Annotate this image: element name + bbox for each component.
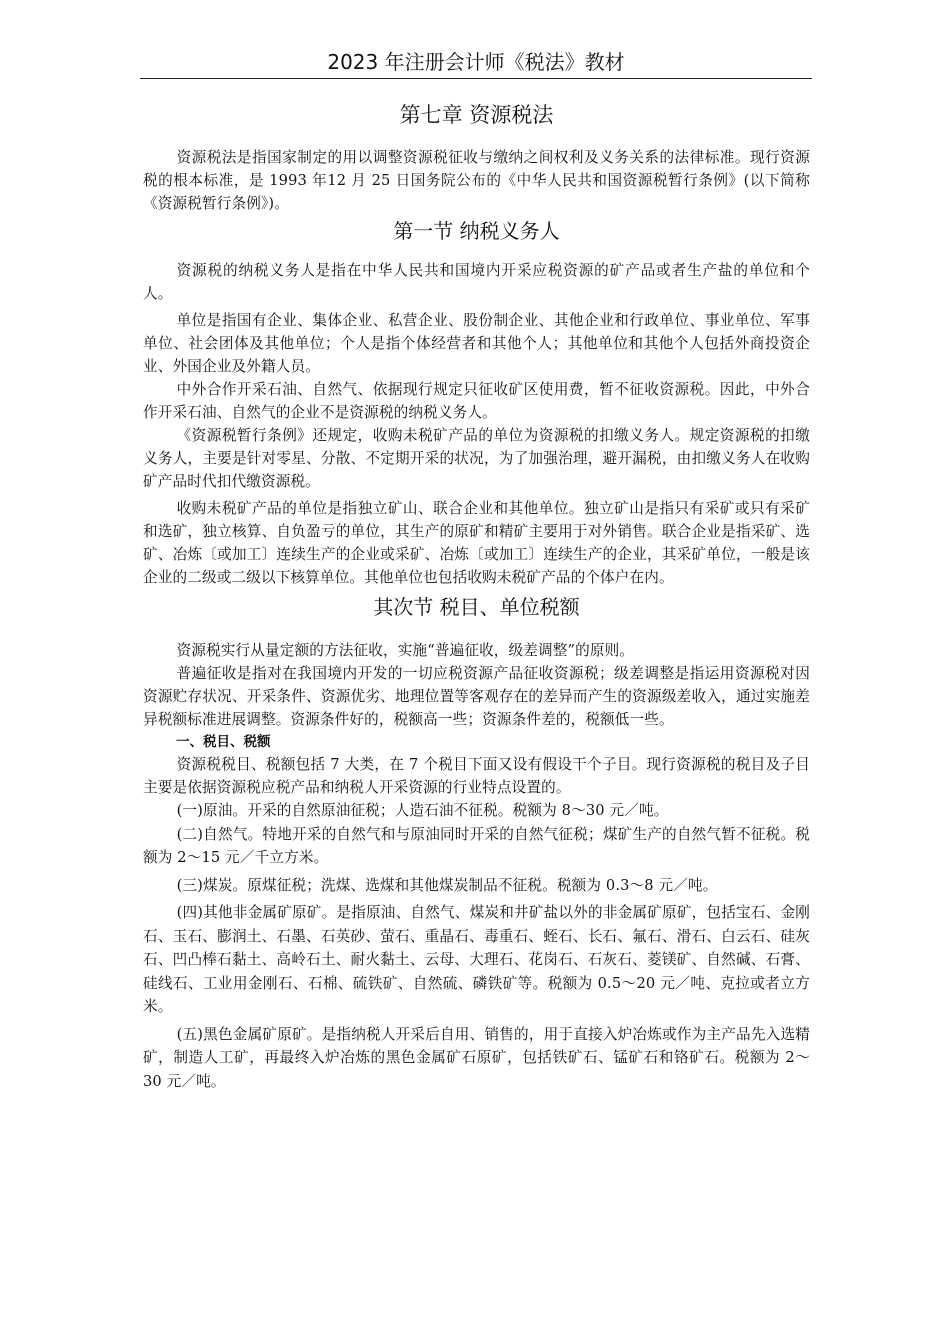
- section-2-title: 其次节 税目、单位税额: [373, 595, 580, 619]
- subheading-tax-items: 一、税目、税额: [176, 734, 271, 750]
- document-body: [143, 100, 810, 1093]
- paragraph: 《资源税暂行条例》还规定，收购未税矿产品的单位为资源税的扣缴义务人。规定资源税的扣缴义务人，主要是针对零星、分散、不定期开采的状况，为了加强治理，避开漏税，由扣缴义务人在收购矿产品时代扣代缴资源税。: [143, 427, 810, 490]
- section-1-title: 第一节 纳税义务人: [393, 219, 560, 243]
- paragraph: 资源税的纳税义务人是指在中华人民共和国境内开采应税资源的矿产品或者生产盐的单位和个人。: [143, 262, 810, 302]
- tax-item-ferrous-ore: (五)黑色金属矿原矿。是指纳税人开采后自用、销售的，用于直接入炉冶炼或作为主产品先入选精矿，制造人工矿，再最终入炉冶炼的黑色金属矿石原矿，包括铁矿石、锰矿石和铬矿石。税额为 2～30 元／吨。: [143, 1025, 810, 1090]
- section-1-body: [143, 259, 810, 589]
- tax-item-crude-oil: (一)原油。开采的自然原油征税；人造石油不征税。税额为 8～30 元／吨。: [176, 802, 669, 819]
- paragraph: 资源税实行从量定额的方法征收，实施“普遍征收，级差调整”的原则。: [176, 642, 635, 659]
- paragraph: 普遍征收是指对在我国境内开发的一切应税资源产品征收资源税；级差调整是指运用资源税对因资源贮存状况、开采条件、资源优劣、地理位置等客观存在的差异而产生的资源级差收入，通过实施差异税额标准进展调整。资源条件好的，税额高一些；资源条件差的，税额低一些。: [143, 665, 810, 728]
- page-header-title: 2023 年注册会计师《税法》教材: [327, 50, 625, 74]
- paragraph: 单位是指国有企业、集体企业、私营企业、股份制企业、其他企业和行政单位、事业单位、军事单位、社会团体及其他单位；个人是指个体经营者和其他个人；其他单位和其他个人包括外商投资企业、外国企业及外籍人员。: [143, 312, 810, 375]
- tax-item-nonmetal-ore: (四)其他非金属矿原矿。是指原油、自然气、煤炭和井矿盐以外的非金属矿原矿，包括宝石、金刚石、玉石、膨润土、石墨、石英砂、萤石、重晶石、毒重石、蛭石、长石、氟石、滑石、白云石、硅灰石、凹凸棒石黏土、高岭石土、耐火黏土、云母、大理石、花岗石、石灰石、菱镁矿、自然碱、石膏、硅线石、工业用金刚石、石棉、硫铁矿、自然硫、磷铁矿等。税额为 0.5～20 元／吨、克拉或者立方米。: [143, 904, 810, 1015]
- tax-item-natural-gas: (二)自然气。特地开采的自然气和与原油同时开采的自然气征税；煤矿生产的自然气暂不征税。税额为 2～15 元／千立方米。: [143, 825, 810, 866]
- chapter-title: 第七章 资源税法: [399, 103, 554, 127]
- header-divider: [140, 78, 812, 79]
- tax-item-coal: (三)煤炭。原煤征税；洗煤、选煤和其他煤炭制品不征税。税额为 0.3～8 元／吨。: [176, 876, 718, 894]
- section-2-body: [143, 639, 810, 1093]
- chapter-intro-paragraph: 资源税法是指国家制定的用以调整资源税征收与缴纳之间权利及义务关系的法律标准。现行资源税的根本标准，是 1993 年12 月 25 日国务院公布的《中华人民共和国资源税暂行条例》(以下简称《资源税暂行条例》)。: [143, 149, 810, 212]
- paragraph: 收购未税矿产品的单位是指独立矿山、联合企业和其他单位。独立矿山是指只有采矿或只有采矿和选矿，独立核算、自负盈亏的单位，其生产的原矿和精矿主要用于对外销售。联合企业是指采矿、选矿、冶炼〔或加工〕连续生产的企业或采矿、冶炼〔或加工〕连续生产的企业，其采矿单位，一般是该企业的二级或二级以下核算单位。其他单位也包括收购未税矿产品的个体户在内。: [143, 500, 810, 586]
- paragraph: 中外合作开采石油、自然气、依据现行规定只征收矿区使用费，暂不征收资源税。因此，中外合作开采石油、自然气的企业不是资源税的纳税义务人。: [143, 381, 810, 421]
- paragraph: 资源税税目、税额包括 7 大类，在 7 个税目下面又设有假设干个子目。现行资源税的税目及子目主要是依据资源税应税产品和纳税人开采资源的行业特点设置的。: [143, 756, 810, 796]
